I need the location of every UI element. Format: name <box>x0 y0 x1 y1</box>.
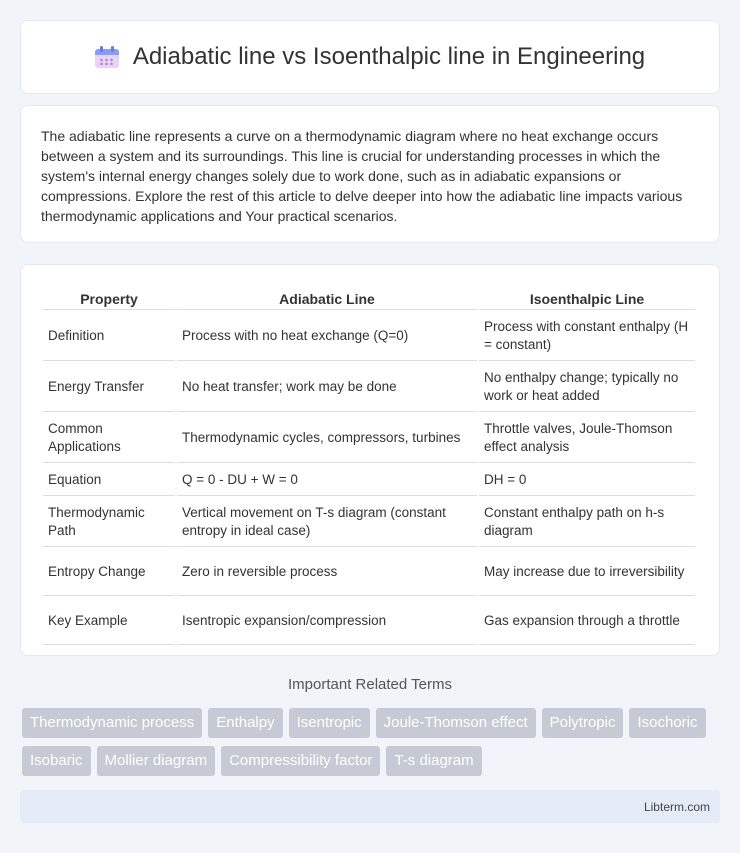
table-row <box>43 598 695 645</box>
calendar-icon <box>95 46 119 68</box>
intro-paragraph: The adiabatic line represents a curve on a thermodynamic diagram where no heat exchange occurs between a system and its surroundings. This line is crucial for understanding processes in which the system's internal energy changes solely due to work done, such as in adiabatic expansions or compressions. Explore the rest of this article to delve deeper into how the adiabatic line impacts various thermodynamic applications and Your practical scenarios. <box>41 128 683 224</box>
table-cell: Q = 0 - DU + W = 0 <box>177 465 477 496</box>
table-cell: Thermodynamic Path <box>43 498 175 547</box>
footer <box>20 790 720 823</box>
table-cell: Zero in reversible process <box>177 549 477 596</box>
table-cell: Equation <box>43 465 175 496</box>
related-term-tag[interactable]: Compressibility factor <box>221 746 380 776</box>
table-cell: Vertical movement on T-s diagram (constant entropy in ideal case) <box>177 498 477 547</box>
table-row <box>43 363 695 412</box>
related-term-tag[interactable]: T-s diagram <box>386 746 481 776</box>
table-cell: DH = 0 <box>479 465 695 496</box>
page-title: Adiabatic line vs Isoenthalpic line in Engineering <box>132 43 646 70</box>
table-cell: Definition <box>43 312 175 361</box>
intro-card <box>20 105 720 243</box>
related-term-tag[interactable]: Polytropic <box>542 708 624 738</box>
table-cell: No enthalpy change; typically no work or heat added <box>479 363 695 412</box>
title-card <box>20 20 720 94</box>
footer-brand-link[interactable]: Libterm.com <box>643 800 710 814</box>
table-cell: Gas expansion through a throttle <box>479 598 695 645</box>
related-term-tag[interactable]: Joule-Thomson effect <box>376 708 536 738</box>
table-cell: Common Applications <box>43 414 175 463</box>
related-term-tag[interactable]: Isentropic <box>289 708 370 738</box>
column-header: Property <box>43 287 175 310</box>
table-cell: Constant enthalpy path on h-s diagram <box>479 498 695 547</box>
related-terms-title: Important Related Terms <box>288 676 452 693</box>
table-cell: Throttle valves, Joule-Thomson effect analysis <box>479 414 695 463</box>
table-cell: Key Example <box>43 598 175 645</box>
related-term-tag[interactable]: Enthalpy <box>208 708 282 738</box>
column-header: Adiabatic Line <box>177 287 477 310</box>
table-row <box>43 549 695 596</box>
table-cell: May increase due to irreversibility <box>479 549 695 596</box>
table-row <box>43 414 695 463</box>
table-cell: Thermodynamic cycles, compressors, turbines <box>177 414 477 463</box>
related-term-tag[interactable]: Isobaric <box>22 746 91 776</box>
table-header-row <box>43 287 695 310</box>
table-cell: Entropy Change <box>43 549 175 596</box>
table-cell: Isentropic expansion/compression <box>177 598 477 645</box>
table-row <box>43 498 695 547</box>
comparison-card <box>20 264 720 656</box>
related-term-tag[interactable]: Mollier diagram <box>97 746 216 776</box>
related-term-tag[interactable]: Thermodynamic process <box>22 708 202 738</box>
table-cell: Process with constant enthalpy (H = constant) <box>479 312 695 361</box>
column-header: Isoenthalpic Line <box>479 287 695 310</box>
table-cell: Energy Transfer <box>43 363 175 412</box>
table-row <box>43 465 695 496</box>
related-terms-list <box>22 708 722 776</box>
table-row <box>43 312 695 361</box>
table-cell: No heat transfer; work may be done <box>177 363 477 412</box>
comparison-table <box>41 285 697 647</box>
related-term-tag[interactable]: Isochoric <box>629 708 705 738</box>
table-cell: Process with no heat exchange (Q=0) <box>177 312 477 361</box>
